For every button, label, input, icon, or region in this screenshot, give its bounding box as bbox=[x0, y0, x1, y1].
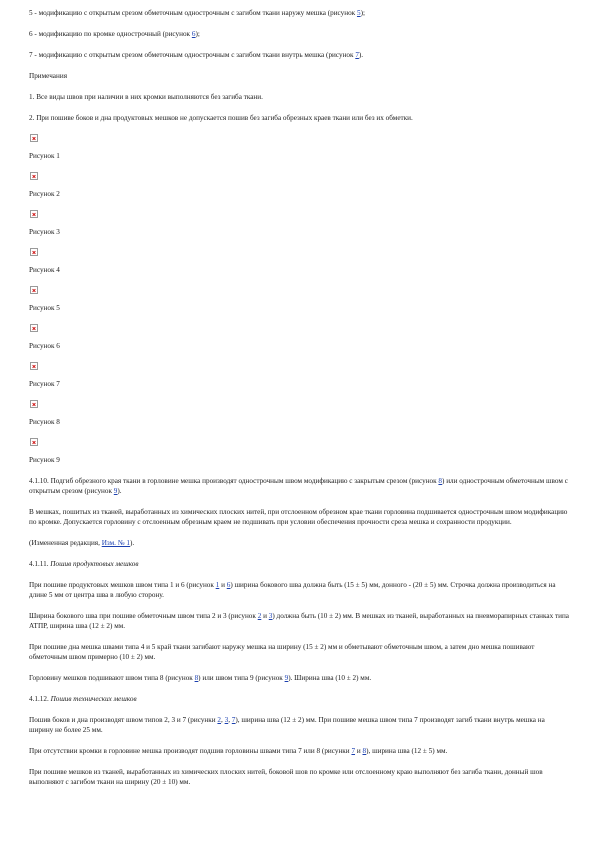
amendment-link[interactable]: Изм. № 1 bbox=[101, 539, 131, 547]
list-item-text: 6 - модификацию по кромке однострочный (рисунок bbox=[29, 30, 192, 38]
figure-caption: Рисунок 4 bbox=[29, 266, 60, 274]
figure-link[interactable]: 1 bbox=[215, 581, 220, 589]
figure-link[interactable]: 7 bbox=[351, 747, 356, 755]
clause-text: , bbox=[221, 716, 225, 724]
clause-text: ) или швом типа 9 (рисунок bbox=[198, 674, 285, 682]
broken-image-icon bbox=[30, 172, 38, 180]
broken-image-icon bbox=[30, 362, 38, 370]
clause-text: и bbox=[355, 747, 363, 755]
figure-link[interactable]: 9 bbox=[113, 487, 118, 495]
figure-caption: Рисунок 2 bbox=[29, 190, 60, 198]
figure-link[interactable]: 2 bbox=[257, 612, 262, 620]
amendment-note bbox=[29, 538, 569, 548]
clause-text: Пошив боков и дна производят швом типов 2, 3 и 7 (рисунки bbox=[29, 716, 218, 724]
figure-caption: Рисунок 6 bbox=[29, 342, 60, 350]
figure-link[interactable]: 7 bbox=[231, 716, 236, 724]
figure-link[interactable]: 5 bbox=[356, 9, 361, 17]
figure-link[interactable]: 8 bbox=[438, 477, 443, 485]
clause-4-1-10 bbox=[29, 476, 569, 496]
list-item-text: ); bbox=[195, 30, 200, 38]
note-1: 1. Все виды швов при наличии в них кромки выполняются без загиба ткани. bbox=[29, 93, 263, 101]
amendment-text: (Измененная редакция, bbox=[29, 539, 102, 547]
clause-paragraph: При пошиве дна мешка швами типа 4 и 5 край ткани загибают наружу мешка на ширину (15 ± 2) мм и обметывают обметочным швом, а затем дно мешка пошивают обметочным швом примерно (10 ± 2) мм. bbox=[29, 643, 535, 661]
figure-link[interactable]: 8 bbox=[362, 747, 367, 755]
broken-image-icon bbox=[30, 210, 38, 218]
broken-image-icon bbox=[30, 286, 38, 294]
clause-text: ) ширина бокового шва должна быть (15 ± 5) мм, донного - (20 ± 5) мм. Строчка должна производиться на длине 5 мм от центра шва в любую сторону. bbox=[29, 581, 556, 599]
clause-4-1-12-heading bbox=[29, 694, 569, 704]
broken-image-icon bbox=[30, 134, 38, 142]
figure-caption: Рисунок 9 bbox=[29, 456, 60, 464]
clause-paragraph bbox=[29, 673, 569, 683]
list-item-5 bbox=[29, 8, 569, 18]
clause-paragraph bbox=[29, 715, 569, 735]
broken-image-icon bbox=[30, 438, 38, 446]
clause-text: ). bbox=[117, 487, 122, 495]
clause-number: 4.1.11. bbox=[29, 560, 51, 568]
figure-link[interactable]: 6 bbox=[226, 581, 231, 589]
clause-text: , bbox=[228, 716, 232, 724]
clause-text: ). Ширина шва (10 ± 2) мм. bbox=[288, 674, 372, 682]
clause-text: ), ширина шва (12 ± 5) мм. bbox=[366, 747, 448, 755]
clause-paragraph: В мешках, пошитых из тканей, выработанных из химических плоских нитей, при отслоенном обрезном крае ткани горловина подшивается однострочным швом модификацию по кромке. Допускается горловину с отслоенным обрезным краем не подшивать при условии обеспечения прочности среза мешка и сохранности продукции. bbox=[29, 508, 568, 526]
figure-link[interactable]: 3 bbox=[268, 612, 273, 620]
clause-text: ), ширина шва (12 ± 2) мм. При пошиве мешка швом типа 7 производят загиб ткани внутрь мешка на ширину не более 25 мм. bbox=[29, 716, 545, 734]
figure-link[interactable]: 9 bbox=[284, 674, 289, 682]
notes-title: Примечания bbox=[29, 72, 67, 80]
figure-caption: Рисунок 7 bbox=[29, 380, 60, 388]
clause-paragraph bbox=[29, 611, 569, 631]
clause-text: При пошиве продуктовых мешков швом типа 1 и 6 (рисунок bbox=[29, 581, 216, 589]
figure-caption: Рисунок 1 bbox=[29, 152, 60, 160]
clause-text: и bbox=[261, 612, 269, 620]
clause-paragraph bbox=[29, 580, 569, 600]
list-item-6 bbox=[29, 29, 569, 39]
figure-caption: Рисунок 3 bbox=[29, 228, 60, 236]
figure-link[interactable]: 6 bbox=[191, 30, 196, 38]
clause-text: ) или однострочным обметочным швом с открытым срезом (рисунок bbox=[29, 477, 568, 495]
clause-4-1-11-heading bbox=[29, 559, 569, 569]
clause-text: ) должна быть (10 ± 2) мм. В мешках из тканей, выработанных на пневморапирных станках типа АТПР, ширина шва (12 ± 2) мм. bbox=[29, 612, 569, 630]
clause-number: 4.1.12. bbox=[29, 695, 51, 703]
list-item-text: 5 - модификацию с открытым срезом обметочным однострочным с загибом ткани наружу мешка (рисунок bbox=[29, 9, 357, 17]
amendment-text: ). bbox=[130, 539, 135, 547]
clause-text: Горловину мешков подшивают швом типа 8 (рисунок bbox=[29, 674, 195, 682]
list-item-7 bbox=[29, 50, 569, 60]
clause-paragraph bbox=[29, 746, 569, 756]
figure-link[interactable]: 3 bbox=[224, 716, 229, 724]
document-page bbox=[29, 8, 569, 787]
note-2: 2. При пошиве боков и дна продуктовых мешков не допускается пошив без загиба обрезных краев ткани или без их обметки. bbox=[29, 114, 413, 122]
figure-caption: Рисунок 8 bbox=[29, 418, 60, 426]
figure-caption: Рисунок 5 bbox=[29, 304, 60, 312]
figure-link[interactable]: 7 bbox=[355, 51, 359, 59]
broken-image-icon bbox=[30, 248, 38, 256]
clause-title: Пошив технических мешков bbox=[50, 695, 137, 703]
broken-image-icon bbox=[30, 324, 38, 332]
list-item-text: 7 - модификацию с открытым срезом обметочным однострочным с загибом ткани внутрь мешка (рисунок bbox=[29, 51, 356, 59]
clause-text: 4.1.10. Подгиб обрезного края ткани в горловине мешка производят однострочным швом модификацию с закрытым срезом (рисунок bbox=[29, 477, 439, 485]
clause-text: Ширина бокового шва при пошиве обметочным швом типа 2 и 3 (рисунок bbox=[29, 612, 258, 620]
clause-text: и bbox=[219, 581, 227, 589]
broken-image-icon bbox=[30, 400, 38, 408]
clause-text: При отсутствии кромки в горловине мешка производят подшив горловины швами типа 7 или 8 (рисунки bbox=[29, 747, 352, 755]
list-item-text: ). bbox=[358, 51, 364, 59]
figure-link[interactable]: 2 bbox=[217, 716, 222, 724]
figure-link[interactable]: 8 bbox=[194, 674, 199, 682]
clause-paragraph: При пошиве мешков из тканей, выработанных из химических плоских нитей, боковой шов по кромке или отслоенному краю выполняют без загиба ткани, донный шов выполняют с загибом ткани на ширину (20 ± 10) мм. bbox=[29, 768, 543, 786]
list-item-text: ); bbox=[360, 9, 365, 17]
clause-title: Пошив продуктовых мешков bbox=[50, 560, 139, 568]
